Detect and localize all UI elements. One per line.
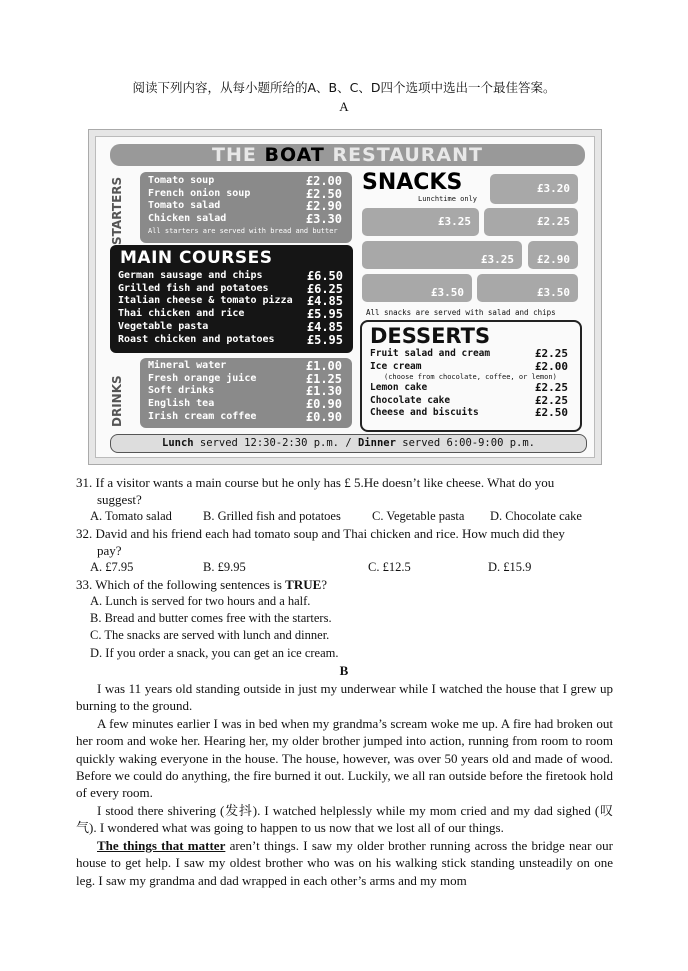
q33-option-a: A. Lunch is served for two hours and a half. xyxy=(90,594,311,608)
q31-option-c: C. Vegetable pasta xyxy=(372,509,465,523)
menu-item: Fresh orange juice £1.25 xyxy=(148,371,342,386)
passage-paragraph: I was 11 years old standing outside in just my underwear while I watched the house that I grew up burning to the ground. xyxy=(76,681,613,714)
snack-price: £3.25 xyxy=(362,208,479,236)
snack-price: £3.25 xyxy=(362,241,522,269)
section-a-heading: A xyxy=(339,99,349,114)
snack-price: £2.90 xyxy=(528,241,578,269)
section-b-heading: B xyxy=(339,663,349,678)
menu-item: Grilled fish and potatoes £6.25 xyxy=(118,281,343,296)
menu-board xyxy=(95,136,595,458)
menu-item: Italian cheese & tomato pizza £4.85 xyxy=(118,294,343,309)
question-32-cont: pay? xyxy=(97,543,122,558)
question-33: 33. Which of the following sentences is TRUE? xyxy=(76,577,328,592)
q33-option-c: C. The snacks are served with lunch and dinner. xyxy=(90,628,330,642)
snack-price: £3.50 xyxy=(362,274,472,302)
restaurant-menu-image xyxy=(88,129,602,465)
menu-item: Ice cream £2.00 xyxy=(370,359,568,373)
q32-option-c: C. £12.5 xyxy=(368,560,411,574)
desserts-panel xyxy=(360,320,582,432)
menu-item: Cheese and biscuits £2.50 xyxy=(370,406,568,419)
passage-paragraph: I stood there shivering (发抖). I watched helplessly while my mom cried and my dad sighed (叹气). I wondered what was going to happen to us now that we lost all of our things. xyxy=(76,803,613,836)
menu-title-boat: BOAT xyxy=(264,144,325,166)
menu-item: German sausage and chips £6.50 xyxy=(118,269,343,283)
menu-title-part: RESTAURANT xyxy=(324,144,483,166)
question-31-cont: suggest? xyxy=(97,492,142,507)
passage-paragraph: The things that matter aren’t things. I saw my older brother running across the bridge near our house to get help. I saw my oldest brother who was on his walking stick standing unsteadily on one leg. I saw my grandma and dad wrapped in each other’s arms and my mom xyxy=(76,838,613,888)
menu-item: Tomato salad £2.90 xyxy=(148,199,342,214)
main-courses-panel xyxy=(110,245,353,353)
q31-option-a: A. Tomato salad xyxy=(90,509,172,523)
menu-item: Mineral water £1.00 xyxy=(148,359,342,373)
passage-paragraph: A few minutes earlier I was in bed when my grandma’s scream woke me up. A fire had broken out her room and woke her. Hearing her, my older brother jumped into action, running from room to room quickly waking everyone in the house. The house, however, was over 50 years old and made of wood. Before we could do anything, the fire burned it out. Luckily, we all ran outside before the firetook hold of every room. xyxy=(76,716,613,801)
q32-option-d: D. £15.9 xyxy=(488,560,532,574)
underlined-phrase: The things that matter xyxy=(97,838,226,853)
menu-item: Lemon cake £2.25 xyxy=(370,381,568,394)
starters-side-label: STARTERS xyxy=(110,176,124,245)
snack-price: £3.20 xyxy=(490,174,578,204)
starters-note: All starters are served with bread and butter xyxy=(148,226,338,235)
main-courses-title: MAIN COURSES xyxy=(120,248,273,268)
menu-item: Chocolate cake £2.25 xyxy=(370,393,568,407)
question-32: 32. David and his friend each had tomato soup and Thai chicken and rice. How much did they xyxy=(76,526,565,541)
menu-item: English tea £0.90 xyxy=(148,397,342,412)
menu-item: Thai chicken and rice £5.95 xyxy=(118,307,343,322)
question-31: 31. If a visitor wants a main course but he only has £ 5.He doesn’t like cheese. What do you xyxy=(76,475,555,490)
menu-item: Fruit salad and cream £2.25 xyxy=(370,347,568,360)
snacks-note: All snacks are served with salad and chips xyxy=(366,308,556,317)
snacks-subtitle: Lunchtime only xyxy=(418,195,478,203)
instruction: 阅读下列内容，从每小题所给的A、B、C、D四个选项中选出一个最佳答案。 xyxy=(132,80,556,95)
menu-title xyxy=(110,144,585,166)
q32-option-b: B. £9.95 xyxy=(203,560,246,574)
q33-option-d: D. If you order a snack, you can get an ice cream. xyxy=(90,646,339,660)
q31-option-d: D. Chocolate cake xyxy=(490,509,582,523)
menu-item: Roast chicken and potatoes £5.95 xyxy=(118,332,343,347)
opening-hours: Lunch served 12:30-2:30 p.m. / Dinner served 6:00-9:00 p.m. xyxy=(110,434,587,453)
menu-item: Chicken salad £3.30 xyxy=(148,212,342,227)
menu-item: French onion soup £2.50 xyxy=(148,186,342,201)
snack-price: £3.50 xyxy=(477,274,578,302)
starters-panel xyxy=(140,172,352,243)
q31-option-b: B. Grilled fish and potatoes xyxy=(203,509,341,523)
menu-item: Tomato soup £2.00 xyxy=(148,174,342,188)
snack-price: £2.25 xyxy=(484,208,578,236)
q33-option-b: B. Bread and butter comes free with the starters. xyxy=(90,611,332,625)
q32-option-a: A. £7.95 xyxy=(90,560,134,574)
menu-title-part: THE xyxy=(212,144,265,166)
drinks-panel xyxy=(140,358,352,428)
drinks-side-label: DRINKS xyxy=(110,375,124,427)
menu-item: Vegetable pasta £4.85 xyxy=(118,319,343,334)
snacks-title: SNACKS xyxy=(362,170,463,195)
desserts-title: DESSERTS xyxy=(370,324,491,348)
menu-item: Irish cream coffee £0.90 xyxy=(148,409,342,424)
menu-item: Soft drinks £1.30 xyxy=(148,384,342,399)
ice-cream-note: (choose from chocolate, coffee, or lemon) xyxy=(384,373,557,381)
